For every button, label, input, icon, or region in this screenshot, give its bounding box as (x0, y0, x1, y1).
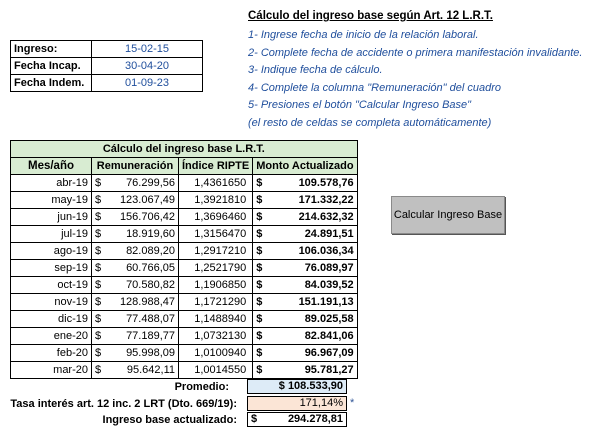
currency-symbol: $ (95, 228, 102, 240)
currency-symbol: $ (95, 262, 102, 274)
currency-symbol: $ (95, 279, 102, 291)
currency-symbol: $ (256, 211, 263, 223)
month-cell: mar-20 (11, 362, 92, 379)
indice-cell: 1,3696460 (179, 209, 253, 226)
indice-cell: 1,0100940 (179, 345, 253, 362)
monto-cell (253, 311, 357, 328)
table-caption: Cálculo del ingreso base L.R.T. (11, 141, 358, 158)
instruction-note: (el resto de celdas se completa automáticamente) (248, 116, 492, 129)
monto-value: 76.089,97 (304, 262, 354, 274)
indice-cell: 1,3921810 (179, 192, 253, 209)
page-title: Cálculo del ingreso base según Art. 12 L.R.T. (248, 10, 493, 22)
monto-value: 24.891,51 (304, 228, 354, 240)
currency-symbol: $ (256, 194, 263, 206)
remuneracion-value: 95.998,09 (126, 347, 175, 359)
calcular-ingreso-base-button[interactable]: Calcular Ingreso Base (391, 196, 505, 234)
tasa-marker: * (350, 397, 355, 409)
base-label: Ingreso base actualizado: (102, 414, 237, 426)
remuneracion-cell[interactable] (92, 192, 179, 209)
monto-cell (253, 243, 357, 260)
incap-date-cell[interactable]: 30-04-20 (92, 58, 203, 75)
monto-cell (253, 345, 357, 362)
indice-cell: 1,1721290 (179, 294, 253, 311)
currency-symbol: $ (95, 347, 102, 359)
remuneracion-cell[interactable] (92, 226, 179, 243)
monto-value: 106.036,34 (298, 245, 354, 257)
month-cell: abr-19 (11, 175, 92, 192)
incap-label: Fecha Incap. (11, 58, 92, 75)
table-row (11, 260, 358, 277)
promedio-value: $ 108.533,90 (247, 379, 347, 394)
indice-cell: 1,1906850 (179, 277, 253, 294)
promedio-label: Promedio: (174, 381, 229, 393)
remuneracion-cell[interactable] (92, 175, 179, 192)
month-cell: ago-19 (11, 243, 92, 260)
month-cell: jun-19 (11, 209, 92, 226)
currency-symbol: $ (95, 211, 102, 223)
month-cell: feb-20 (11, 345, 92, 362)
monto-cell (253, 175, 357, 192)
remuneracion-cell[interactable] (92, 277, 179, 294)
remuneracion-cell[interactable] (92, 209, 179, 226)
monto-value: 95.781,27 (304, 364, 354, 376)
remuneracion-cell[interactable] (92, 294, 179, 311)
table-row (11, 226, 358, 243)
monto-value: 89.025,58 (304, 313, 354, 325)
remuneracion-value: 70.580,82 (126, 279, 175, 291)
table-row (11, 345, 358, 362)
table-row (11, 277, 358, 294)
tasa-value: 171,14% (247, 396, 347, 411)
indice-cell: 1,4361650 (179, 175, 253, 192)
currency-symbol: $ (256, 313, 263, 325)
remuneracion-cell[interactable] (92, 260, 179, 277)
monto-cell (253, 226, 357, 243)
table-row (11, 175, 358, 192)
remuneracion-value: 82.089,20 (126, 245, 175, 257)
monto-value: 151.191,13 (298, 296, 354, 308)
header-month: Mes/año (11, 158, 92, 175)
currency-symbol: $ (95, 330, 102, 342)
remuneracion-value: 156.706,42 (119, 211, 175, 223)
table-row (11, 362, 358, 379)
tasa-label: Tasa interés art. 12 inc. 2 LRT (Dto. 669/19): (10, 398, 237, 410)
monto-cell (253, 260, 357, 277)
month-cell: dic-19 (11, 311, 92, 328)
remuneracion-cell[interactable] (92, 311, 179, 328)
indice-cell: 1,2521790 (179, 260, 253, 277)
currency-symbol: $ (256, 228, 263, 240)
currency-symbol: $ (256, 279, 263, 291)
calculation-table (10, 140, 358, 379)
remuneracion-cell[interactable] (92, 345, 179, 362)
table-row (11, 209, 358, 226)
monto-cell (253, 362, 357, 379)
monto-value: 82.841,06 (304, 330, 354, 342)
currency-symbol: $ (95, 313, 102, 325)
ingreso-label: Ingreso: (11, 41, 92, 58)
table-row (11, 311, 358, 328)
remuneracion-value: 95.642,11 (126, 364, 175, 376)
month-cell: jul-19 (11, 226, 92, 243)
month-cell: oct-19 (11, 277, 92, 294)
remuneracion-cell[interactable] (92, 243, 179, 260)
indice-cell: 1,0732130 (179, 328, 253, 345)
instruction-3: 3- Indique fecha de cálculo. (248, 64, 383, 77)
instruction-5: 5- Presiones el botón "Calcular Ingreso Base" (248, 99, 472, 112)
currency-symbol: $ (256, 262, 263, 274)
currency-symbol: $ (95, 177, 102, 189)
instruction-1: 1- Ingrese fecha de inicio de la relación laboral. (248, 29, 479, 41)
currency-symbol: $ (256, 296, 263, 308)
remuneracion-cell[interactable] (92, 328, 179, 345)
remuneracion-value: 77.189,77 (126, 330, 175, 342)
ingreso-base-value (247, 412, 347, 427)
currency-symbol: $ (95, 364, 102, 376)
monto-cell (253, 328, 357, 345)
monto-cell (253, 294, 357, 311)
instructions-list (248, 27, 582, 133)
header-remuneracion: Remuneración (92, 158, 179, 175)
month-cell: nov-19 (11, 294, 92, 311)
currency-symbol: $ (256, 245, 263, 257)
currency-symbol: $ (256, 347, 263, 359)
ingreso-date-cell[interactable]: 15-02-15 (92, 41, 203, 58)
month-cell: sep-19 (11, 260, 92, 277)
table-row (11, 243, 358, 260)
currency-symbol: $ (256, 177, 263, 189)
indice-cell: 1,3156470 (179, 226, 253, 243)
remuneracion-value: 18.919,60 (126, 228, 175, 240)
monto-value: 96.967,09 (304, 347, 354, 359)
header-indice: Índice RIPTE (179, 158, 253, 175)
indice-cell: 1,2917210 (179, 243, 253, 260)
monto-value: 109.578,76 (298, 177, 354, 189)
currency-symbol: $ (95, 194, 102, 206)
instruction-4: 4- Complete la columna "Remuneración" del cuadro (248, 81, 501, 94)
remuneracion-value: 77.488,07 (126, 313, 175, 325)
monto-cell (253, 277, 357, 294)
table-row (11, 328, 358, 345)
currency-symbol: $ (256, 364, 263, 376)
currency-symbol: $ (251, 413, 258, 425)
indice-cell: 1,0014550 (179, 362, 253, 379)
table-row (11, 294, 358, 311)
ingreso-base-amount: 294.278,81 (287, 413, 343, 425)
currency-symbol: $ (95, 296, 102, 308)
monto-value: 171.332,22 (298, 194, 354, 206)
month-cell: may-19 (11, 192, 92, 209)
remuneracion-cell[interactable] (92, 362, 179, 379)
indem-label: Fecha Indem. (11, 75, 92, 92)
remuneracion-value: 128.988,47 (119, 296, 175, 308)
monto-cell (253, 192, 357, 209)
currency-symbol: $ (95, 245, 102, 257)
remuneracion-value: 76.299,56 (126, 177, 175, 189)
dates-table (10, 40, 203, 92)
month-cell: ene-20 (11, 328, 92, 345)
table-row (11, 192, 358, 209)
indem-date-cell[interactable]: 01-09-23 (92, 75, 203, 92)
monto-cell (253, 209, 357, 226)
monto-value: 214.632,32 (298, 211, 354, 223)
instruction-2: 2- Complete fecha de accidente o primera manifestación invalidante. (248, 46, 583, 59)
remuneracion-value: 123.067,49 (119, 194, 175, 206)
monto-value: 84.039,52 (304, 279, 354, 291)
remuneracion-value: 60.766,05 (126, 262, 175, 274)
header-monto: Monto Actualizado (253, 158, 357, 175)
indice-cell: 1,1488940 (179, 311, 253, 328)
currency-symbol: $ (256, 330, 263, 342)
